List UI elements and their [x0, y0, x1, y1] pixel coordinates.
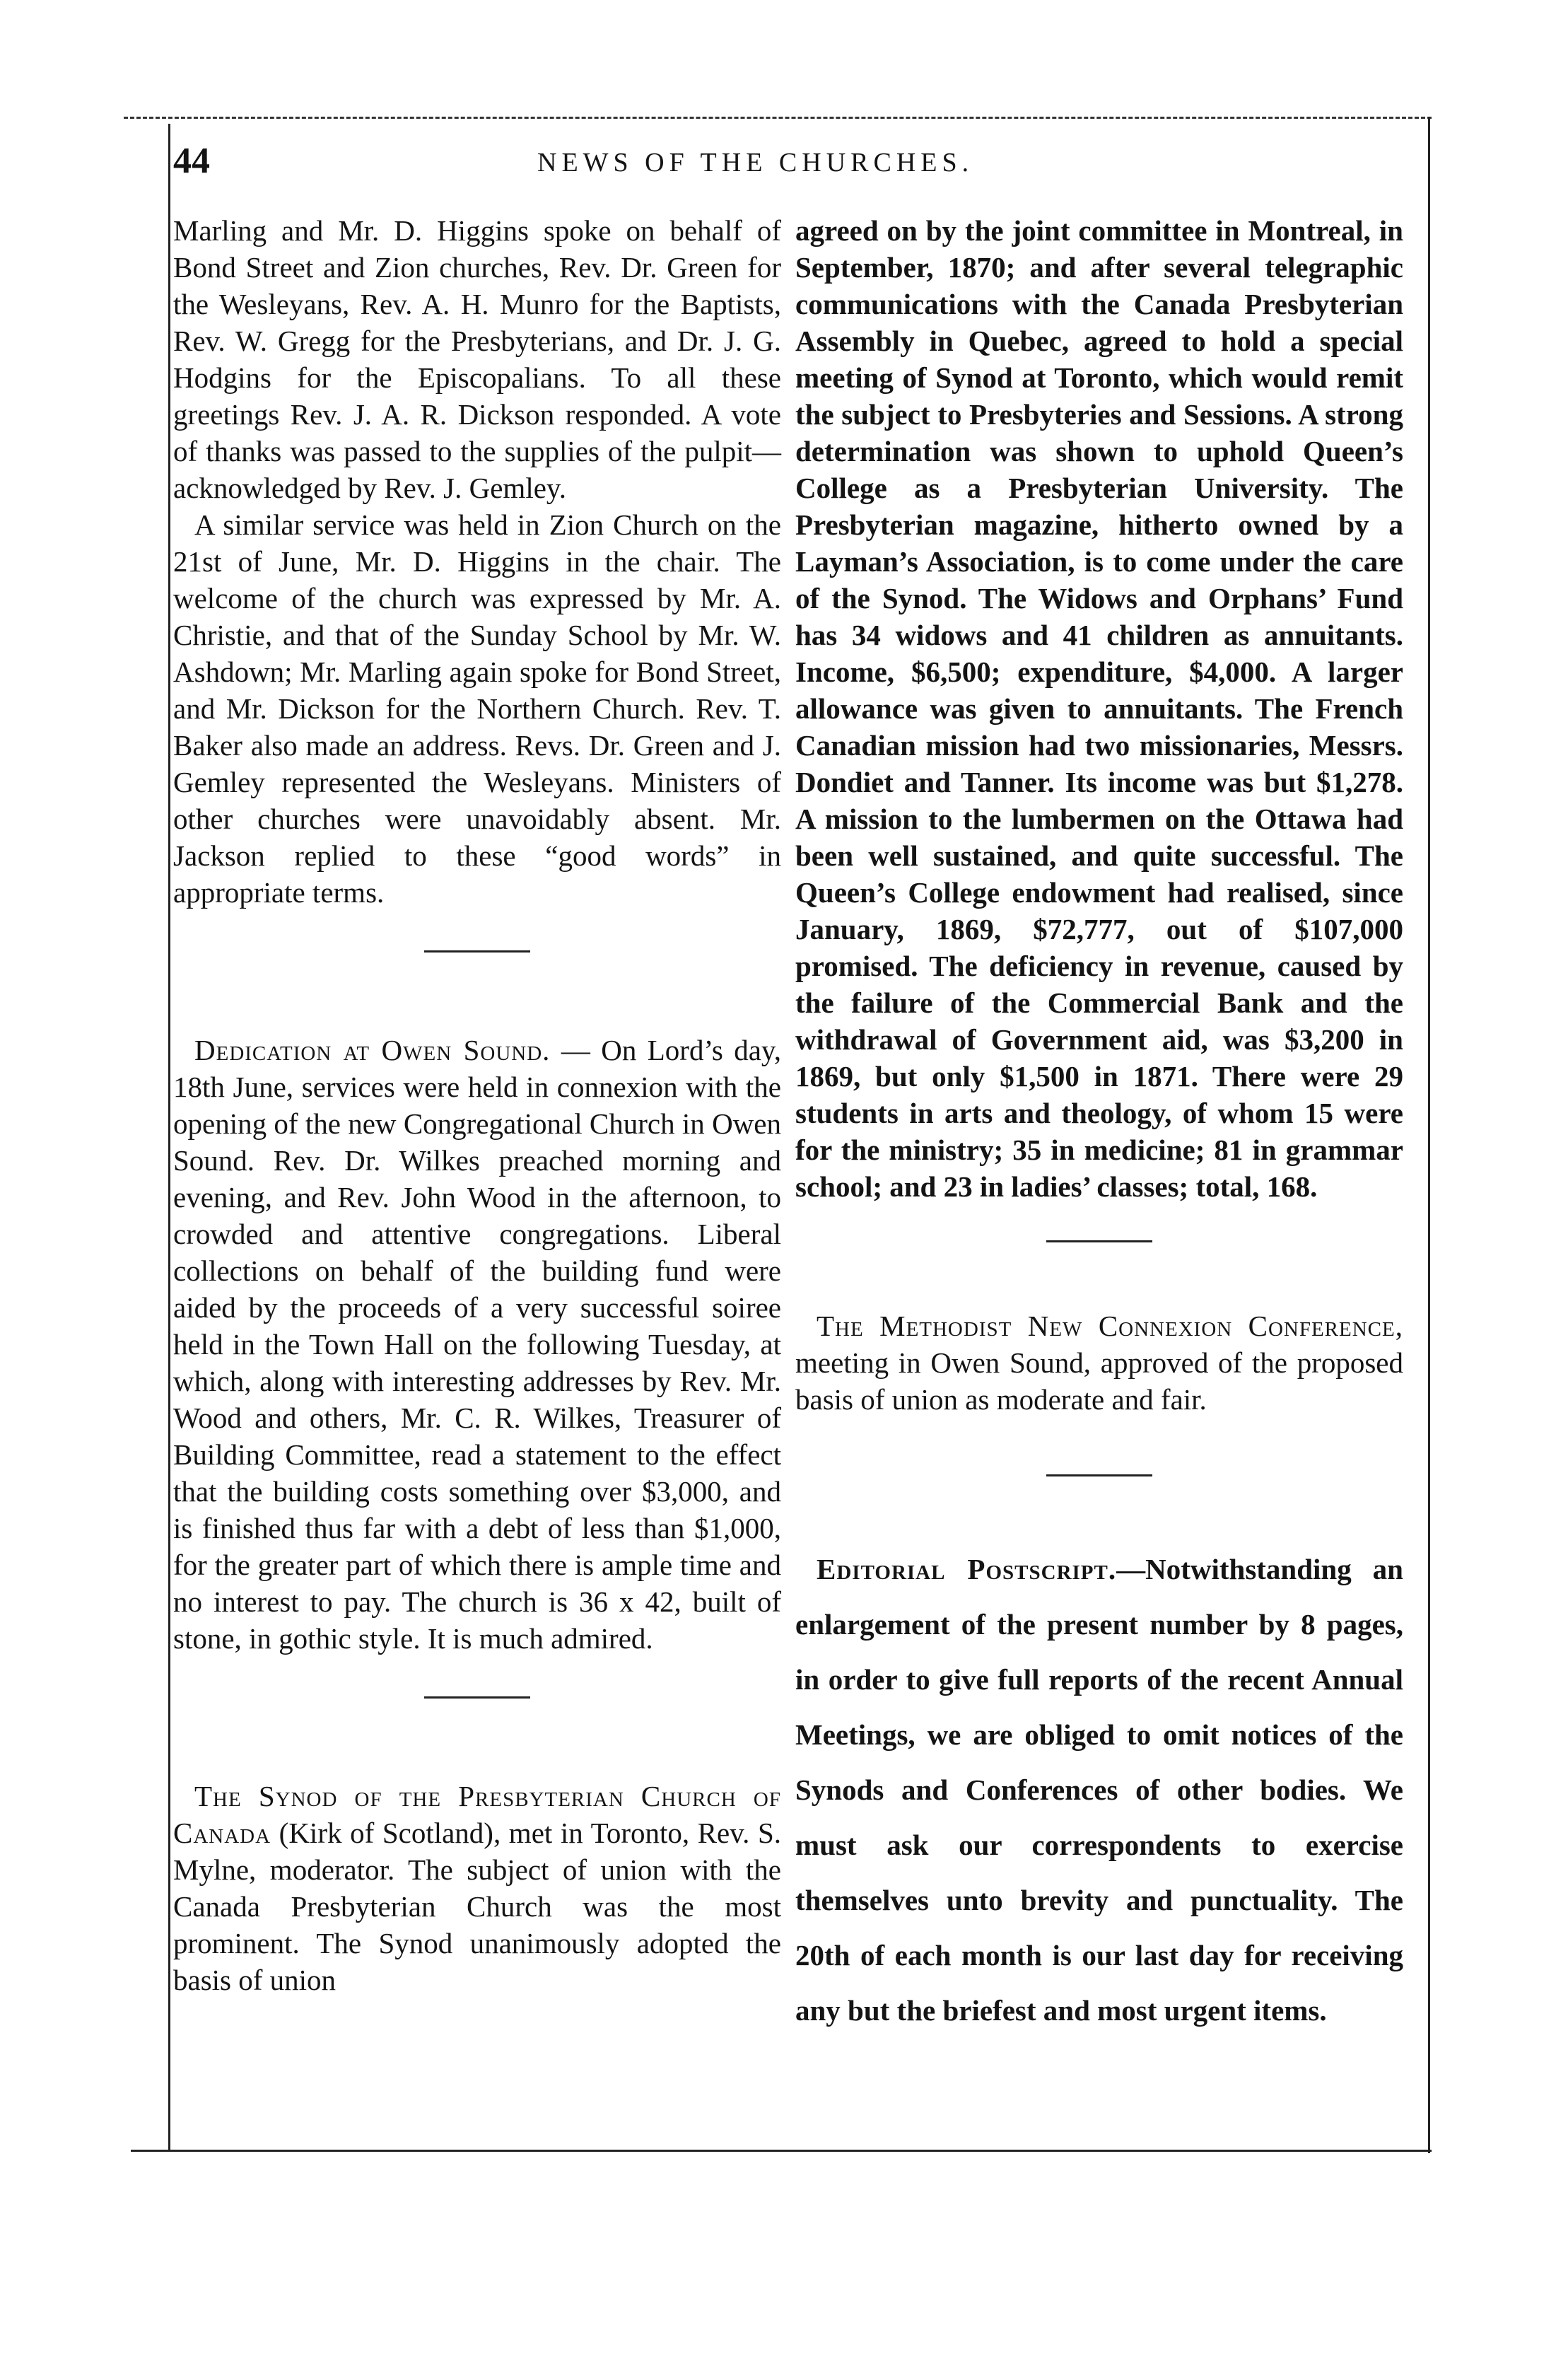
article-editorial-postscript	[795, 1542, 1403, 2038]
section-divider	[424, 950, 530, 953]
article-heading: The Methodist New Connexion Conference,	[817, 1310, 1403, 1342]
article-dedication-owen-sound	[173, 1032, 781, 1657]
article-heading: Editorial Postscript.	[817, 1553, 1117, 1585]
section-divider	[1046, 1474, 1152, 1476]
top-rule	[124, 117, 1432, 119]
article-heading: Dedication at Owen Sound.	[194, 1034, 551, 1066]
running-head: NEWS OF THE CHURCHES.	[537, 148, 974, 177]
right-rule	[1428, 117, 1430, 2153]
paragraph-greetings: Marling and Mr. D. Higgins spoke on behalf of Bond Street and Zion churches, Rev. Dr. Green for the Wesleyans, Rev. A. H. Munro for the Baptists, Rev. W. Gregg for the Presbyterians, and Dr. J. G. Hodgins for the Episcopalians. To all these greetings Rev. J. A. R. Dickson responded. A vote of thanks was passed to the supplies of the pulpit—acknowledged by Rev. J. Gemley.	[173, 214, 781, 504]
article-synod-presbyterian	[173, 1778, 781, 1998]
section-divider	[424, 1696, 530, 1699]
left-rule	[168, 124, 170, 2150]
article-body: (Kirk of Scotland), met in Toronto, Rev. S. Mylne, moderator. The subject of union with the Canada Presbyterian Church was the most prominent. The Synod unanimously adopted the basis of union	[173, 1817, 781, 1996]
page-number: 44	[173, 141, 210, 181]
article-body: — On Lord’s day, 18th June, services were held in connexion with the opening of the new Congregational Church in Owen Sound. Rev. Dr. Wilkes preached morning and evening, and Rev. John Wood in the afternoon, to crowded and attentive congregations. Liberal collections on behalf of the building fund were aided by the proceeds of a very successful soiree held in the Town Hall on the following Tuesday, at which, along with interesting addresses by Rev. Mr. Wood and others, Mr. C. R. Wilkes, Treasurer of Building Committee, read a statement to the effect that the building costs something over $3,000, and is finished thus far with a debt of less than $1,000, for the greater part of which there is ample time and no interest to pay. The church is 36 x 42, built of stone, in gothic style. It is much admired.	[173, 1034, 781, 1655]
paragraph-zion-service: A similar service was held in Zion Church on the 21st of June, Mr. D. Higgins in the chair. The welcome of the church was expressed by Mr. A. Christie, and that of the Sunday School by Mr. W. Ashdown; Mr. Marling again spoke for Bond Street, and Mr. Dickson for the Northern Church. Rev. T. Baker also made an address. Revs. Dr. Green and J. Gemley represented the Wesleyans. Ministers of other churches were unavoidably absent. Mr. Jackson replied to these “good words” in appropriate terms.	[173, 508, 781, 909]
right-column	[795, 212, 1403, 2038]
bottom-rule	[131, 2150, 1432, 2152]
article-methodist-conference	[795, 1307, 1403, 1418]
article-body: —Notwithstanding an enlargement of the present number by 8 pages, in order to give full reports of the recent Annual Meetings, we are obliged to omit notices of the Synods and Conferences of other bodies. We must ask our correspondents to exercise themselves unto brevity and punctuality. The 20th of each month is our last day for receiving any but the briefest and most urgent items.	[795, 1553, 1403, 2027]
article-body: meeting in Owen Sound, approved of the proposed basis of union as moderate and fair.	[795, 1346, 1403, 1416]
article-heading: The Synod of the Presbyterian Church of Canada	[173, 1780, 781, 1849]
article-synod-continued: agreed on by the joint committee in Montreal, in September, 1870; and after several telegraphic communications with the Canada Presbyterian Assembly in Quebec, agreed to hold a special meeting of Synod at Toronto, which would remit the subject to Presbyteries and Sessions. A strong determination was shown to uphold Queen’s College as a Presbyterian University. The Presbyterian magazine, hitherto owned by a Layman’s Association, is to come under the care of the Synod. The Widows and Orphans’ Fund has 34 widows and 41 children as annuitants. Income, $6,500; expenditure, $4,000. A larger allowance was given to annuitants. The French Canadian mission had two missionaries, Messrs. Dondiet and Tanner. Its income was but $1,278. A mission to the lumbermen on the Ottawa had been well sustained, and quite successful. The Queen’s College endowment had realised, since January, 1869, $72,777, out of $107,000 promised. The deficiency in revenue, caused by the failure of the Commercial Bank and the withdrawal of Government aid, was $3,200 in 1869, but only $1,500 in 1871. There were 29 students in arts and theology, of whom 15 were for the ministry; 35 in medicine; 81 in grammar school; and 23 in ladies’ classes; total, 168.	[795, 214, 1403, 1203]
section-divider	[1046, 1240, 1152, 1242]
left-column	[173, 212, 781, 1998]
